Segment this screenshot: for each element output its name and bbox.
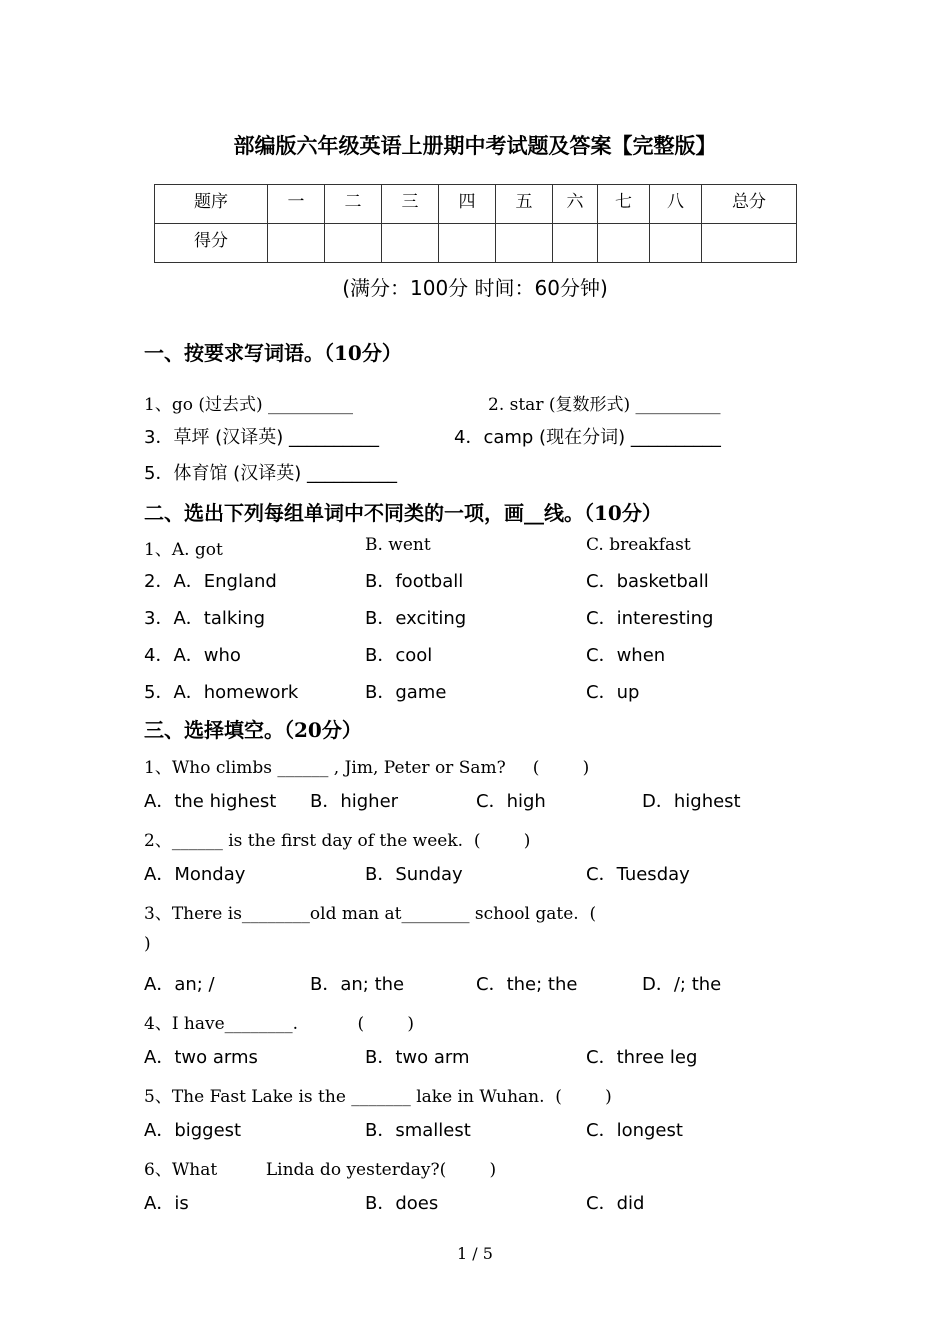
s1-item-3: 3．草坪 (汉译英) __________: [144, 427, 379, 448]
s3-option: C．did: [586, 1193, 645, 1214]
s2-option: 4．A．who: [144, 645, 241, 666]
score-header-cell: 七: [598, 185, 650, 224]
s1-item-1: 1、go (过去式) __________: [144, 395, 354, 415]
s2-option: C．basketball: [586, 571, 709, 592]
page-number: 1 / 5: [457, 1244, 493, 1263]
s3-option: A．an; /: [144, 974, 215, 995]
s2-option: C．when: [586, 645, 666, 666]
score-cell[interactable]: [439, 224, 496, 263]
s3-option: B．an; the: [310, 974, 405, 995]
score-header-cell: 四: [439, 185, 496, 224]
s3-question-1: 1、Who climbs ______ , Jim, Peter or Sam? ( ): [144, 758, 590, 778]
score-cell[interactable]: [496, 224, 553, 263]
s3-question-6: 6、What Linda do yesterday?( ): [144, 1160, 497, 1180]
s3-option: A．the highest: [144, 791, 277, 812]
s2-option: 1、A. got: [144, 540, 223, 560]
score-cell[interactable]: [382, 224, 439, 263]
s2-option: 2．A．England: [144, 571, 277, 592]
s3-question-5: 5、The Fast Lake is the _______ lake in Wuhan. ( ): [144, 1087, 612, 1107]
score-row-label: 得分: [155, 224, 268, 263]
s3-question-3-cont: ): [144, 934, 151, 954]
s3-option: A．Monday: [144, 864, 246, 885]
s2-option: B. went: [365, 535, 431, 555]
s1-item-5: 5．体育馆 (汉译英) __________: [144, 463, 397, 484]
s2-option: 5．A．homework: [144, 682, 299, 703]
s1-item-4: 4．camp (现在分词) __________: [454, 427, 721, 448]
score-cell[interactable]: [268, 224, 325, 263]
score-header-cell: 题序: [155, 185, 268, 224]
section3-heading: 三、选择填空。（20分）: [144, 718, 362, 742]
s3-question-2: 2、______ is the first day of the week. ( ): [144, 831, 531, 851]
score-table-header-row: [155, 185, 797, 224]
score-cell[interactable]: [702, 224, 797, 263]
s2-option: C. breakfast: [586, 535, 691, 555]
score-header-cell: 总分: [702, 185, 797, 224]
s3-option: B．smallest: [365, 1120, 471, 1141]
s3-question-4: 4、I have________. ( ): [144, 1014, 415, 1034]
s3-option: C．high: [476, 791, 546, 812]
score-header-cell: 二: [325, 185, 382, 224]
s3-option: A．two arms: [144, 1047, 258, 1068]
s2-option: B．exciting: [365, 608, 467, 629]
score-cell[interactable]: [650, 224, 702, 263]
s3-option: B．Sunday: [365, 864, 463, 885]
s3-option: A．is: [144, 1193, 189, 1214]
s3-option: C．Tuesday: [586, 864, 690, 885]
s3-question-3: 3、There is________old man at________ school gate. (: [144, 904, 597, 924]
s2-option: B．cool: [365, 645, 433, 666]
s3-option: A．biggest: [144, 1120, 242, 1141]
score-cell[interactable]: [598, 224, 650, 263]
s3-option: C．longest: [586, 1120, 683, 1141]
score-header-cell: 六: [553, 185, 598, 224]
score-table-score-row: [155, 224, 797, 263]
s2-option: B．game: [365, 682, 447, 703]
page-title: 部编版六年级英语上册期中考试题及答案【完整版】: [233, 134, 717, 158]
s3-option: B．two arm: [365, 1047, 470, 1068]
score-header-cell: 五: [496, 185, 553, 224]
s3-option: D．/; the: [642, 974, 722, 995]
s3-option: B．does: [365, 1193, 439, 1214]
section1-heading: 一、按要求写词语。（10分）: [144, 341, 402, 365]
s1-item-2: 2. star (复数形式) __________: [488, 395, 721, 415]
score-cell[interactable]: [553, 224, 598, 263]
section2-heading: 二、选出下列每组单词中不同类的一项，画__线。（10分）: [144, 501, 662, 525]
score-header-cell: 三: [382, 185, 439, 224]
score-table: [154, 184, 797, 263]
s2-option: C．up: [586, 682, 640, 703]
s3-option: D．highest: [642, 791, 741, 812]
s3-option: B．higher: [310, 791, 399, 812]
s2-option: 3．A．talking: [144, 608, 266, 629]
s3-option: C．the; the: [476, 974, 578, 995]
score-header-cell: 一: [268, 185, 325, 224]
score-cell[interactable]: [325, 224, 382, 263]
s2-option: C．interesting: [586, 608, 714, 629]
exam-info: (满分：100分 时间：60分钟): [342, 276, 608, 300]
score-header-cell: 八: [650, 185, 702, 224]
s2-option: B．football: [365, 571, 464, 592]
s3-option: C．three leg: [586, 1047, 698, 1068]
